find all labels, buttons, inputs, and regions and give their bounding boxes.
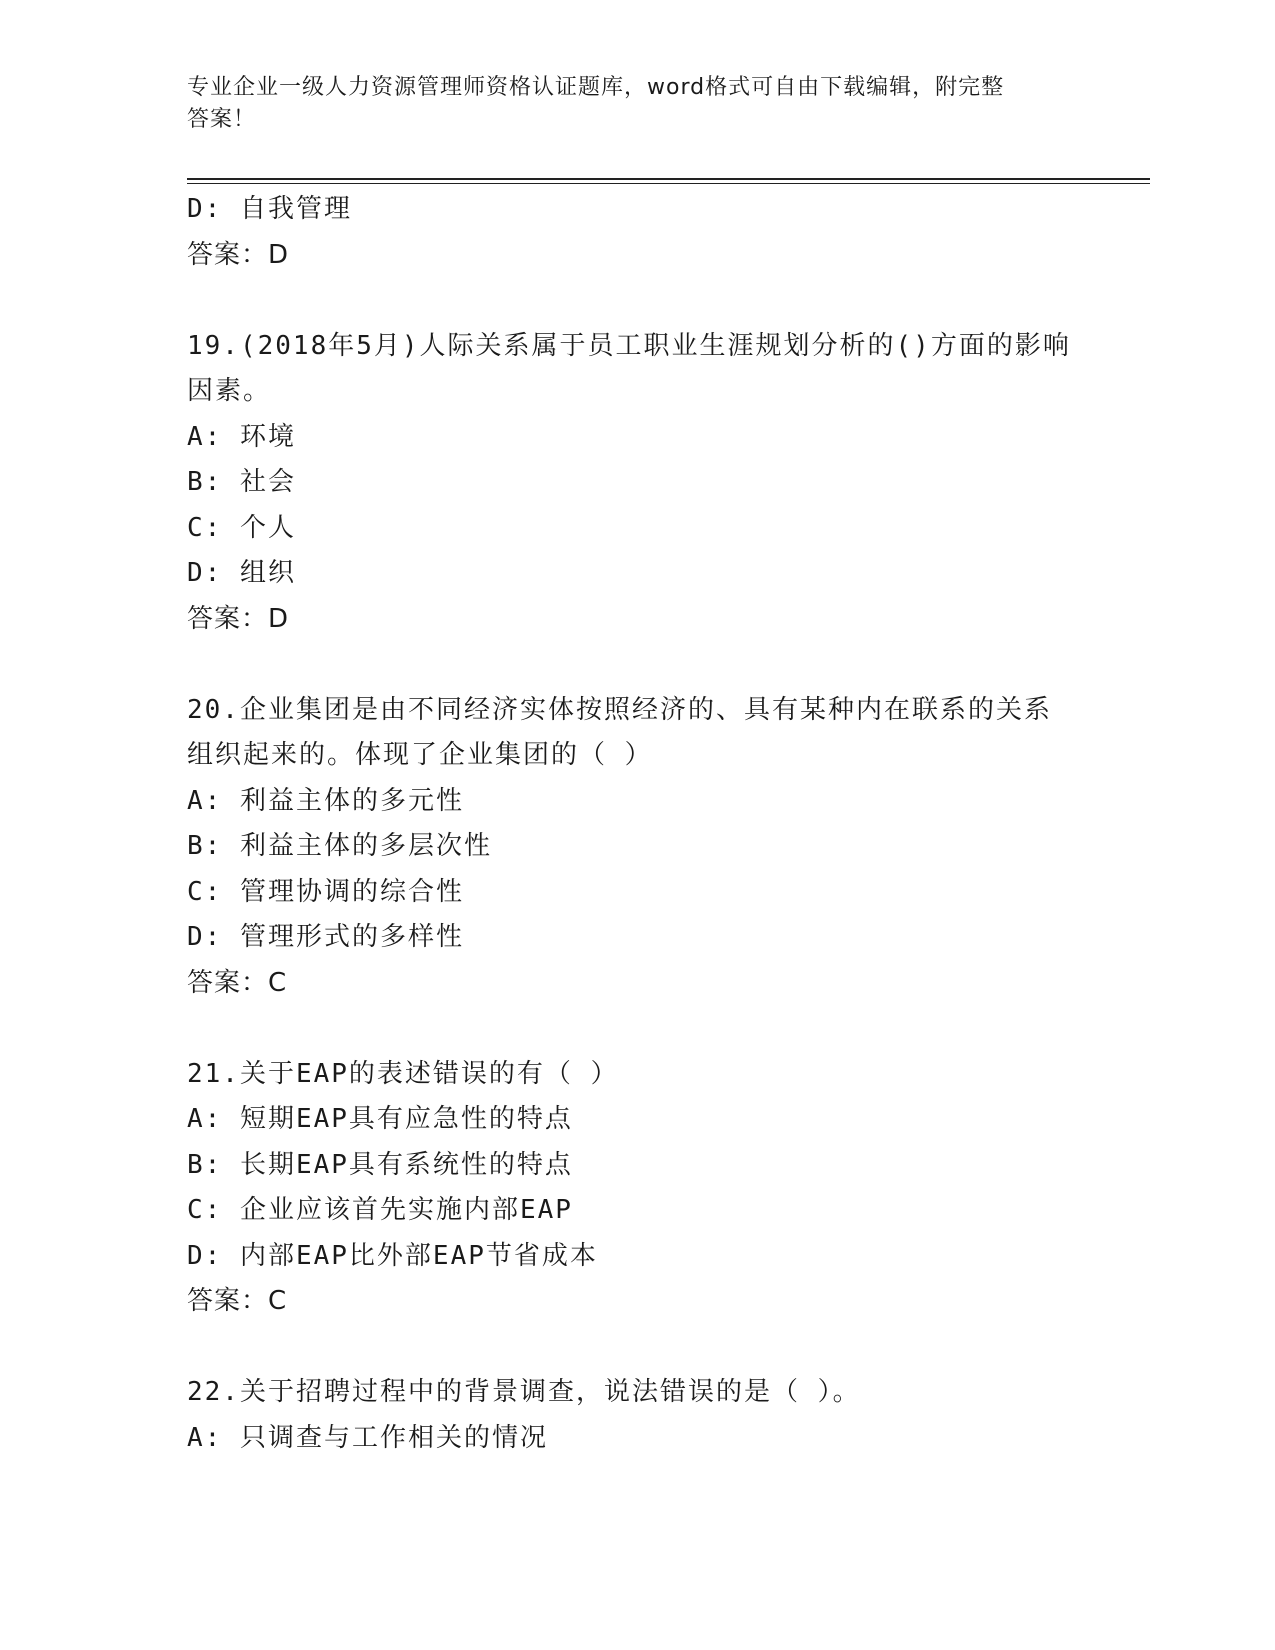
answer-line: 答案：D	[187, 603, 290, 634]
option-b: B: 长期EAP具有系统性的特点	[187, 1149, 573, 1180]
question-20	[187, 688, 1087, 1007]
header-line-1: 专业企业一级人力资源管理师资格认证题库，word格式可自由下载编辑，附完整	[187, 75, 1005, 100]
answer-line: 答案：C	[187, 967, 288, 998]
question-21	[187, 1052, 1087, 1325]
option-b: B: 利益主体的多层次性	[187, 831, 492, 861]
option-a: A: 短期EAP具有应急性的特点	[187, 1104, 573, 1134]
option-c: C: 个人	[187, 512, 296, 543]
question-stem-line-2: 组织起来的。体现了企业集团的（ ）	[187, 740, 653, 770]
option-c: C: 管理协调的综合性	[187, 876, 464, 907]
question-stem-line-1: 22.关于招聘过程中的背景调查，说法错误的是（ ）。	[187, 1377, 861, 1407]
question-list	[187, 187, 1087, 1461]
page-header	[187, 72, 1087, 136]
header-line-2: 答案！	[187, 107, 257, 132]
question-stem-line-1: 20.企业集团是由不同经济实体按照经济的、具有某种内在联系的关系	[187, 694, 1052, 725]
option-a: A: 利益主体的多元性	[187, 785, 464, 816]
option-b: B: 社会	[187, 467, 296, 497]
header-divider-thin	[187, 183, 1150, 184]
question-22	[187, 1370, 1087, 1461]
spacer	[187, 278, 1087, 324]
option-d: D: 组织	[187, 558, 296, 588]
option-a: A: 只调查与工作相关的情况	[187, 1422, 548, 1453]
option-d: D: 自我管理	[187, 194, 352, 224]
option-c: C: 企业应该首先实施内部EAP	[187, 1195, 573, 1225]
question-stem-line-2: 因素。	[187, 376, 272, 406]
option-a: A: 环境	[187, 421, 296, 452]
spacer	[187, 642, 1087, 688]
question-stem-line-1: 19.(2018年5月)人际关系属于员工职业生涯规划分析的()方面的影响	[187, 330, 1071, 361]
spacer	[187, 1325, 1087, 1371]
option-d: D: 管理形式的多样性	[187, 922, 464, 952]
header-divider-thick	[187, 178, 1150, 180]
question-18-tail	[187, 187, 1087, 278]
option-d: D: 内部EAP比外部EAP节省成本	[187, 1240, 598, 1271]
question-19	[187, 324, 1087, 643]
answer-line: 答案：C	[187, 1286, 288, 1316]
answer-line: 答案：D	[187, 239, 290, 270]
spacer	[187, 1006, 1087, 1052]
question-stem-line-1: 21.关于EAP的表述错误的有（ ）	[187, 1058, 619, 1089]
